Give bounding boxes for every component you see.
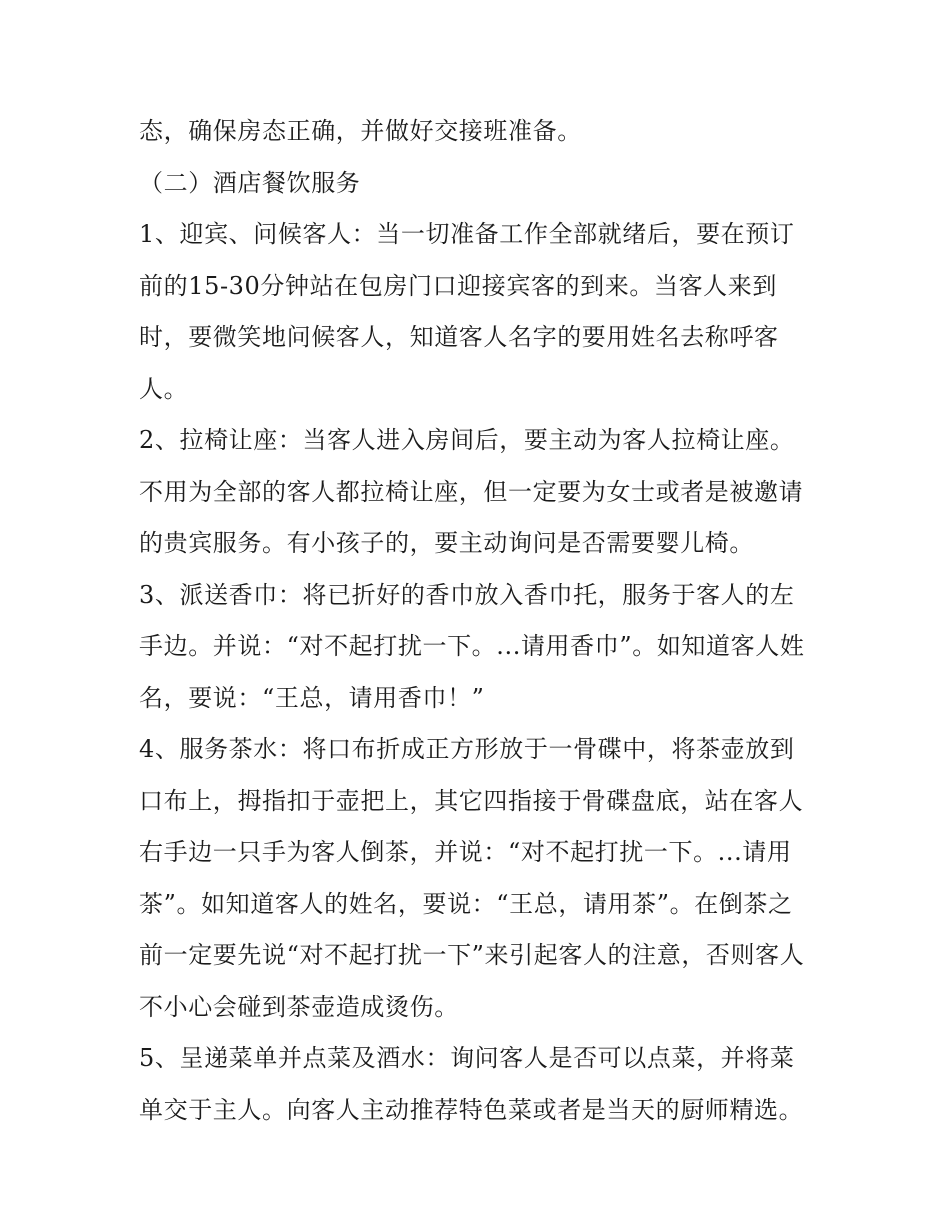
text-line: 1、迎宾、问候客人：当一切准备工作全部就绪后，要在预订 bbox=[139, 220, 795, 248]
text-line: 口布上，拇指扣于壶把上，其它四指接于骨碟盘底，站在客人 bbox=[139, 786, 804, 815]
text-line: 3、派送香巾：将已折好的香巾放入香巾托，服务于客人的左 bbox=[139, 580, 795, 609]
text-line: 单交于主人。向客人主动推荐特色菜或者是当天的厨师精选。 bbox=[139, 1095, 804, 1124]
text-line: 时，要微笑地问候客人，知道客人名字的要用姓名去称呼客 bbox=[139, 323, 779, 351]
text-line: 4、服务茶水：将口布折成正方形放于一骨碟中，将茶壶放到 bbox=[139, 735, 795, 763]
text-line: 人。 bbox=[139, 374, 189, 403]
text-line: 2、拉椅让座：当客人进入房间后，要主动为客人拉椅让座。 bbox=[139, 426, 795, 454]
text-line: 不用为全部的客人都拉椅让座，但一定要为女士或者是被邀请 bbox=[139, 477, 804, 506]
document-body bbox=[139, 106, 819, 1136]
text-line: 前一定要先说“对不起打扰一下”来引起客人的注意，否则客人 bbox=[139, 941, 805, 969]
text-line: 茶”。如知道客人的姓名，要说：“王总，请用茶”。在倒茶之 bbox=[139, 889, 793, 918]
section-heading: （二）酒店餐饮服务 bbox=[139, 168, 361, 197]
text-line: 名，要说：“王总，请用香巾！” bbox=[139, 683, 485, 712]
text-line: 态，确保房态正确，并做好交接班准备。 bbox=[139, 117, 582, 145]
text-line: 手边。并说：“对不起打扰一下。...请用香巾”。如知道客人姓 bbox=[139, 632, 805, 660]
text-line: 右手边一只手为客人倒茶，并说：“对不起打扰一下。...请用 bbox=[139, 838, 792, 866]
text-line: 5、呈递菜单并点菜及酒水：询问客人是否可以点菜，并将菜 bbox=[139, 1044, 795, 1072]
text-line: 的贵宾服务。有小孩子的，要主动询问是否需要婴儿椅。 bbox=[139, 529, 754, 557]
text-line: 不小心会碰到茶壶造成烫伤。 bbox=[139, 992, 459, 1021]
text-line: 前的15-30分钟站在包房门口迎接宾客的到来。当客人来到 bbox=[139, 271, 777, 300]
